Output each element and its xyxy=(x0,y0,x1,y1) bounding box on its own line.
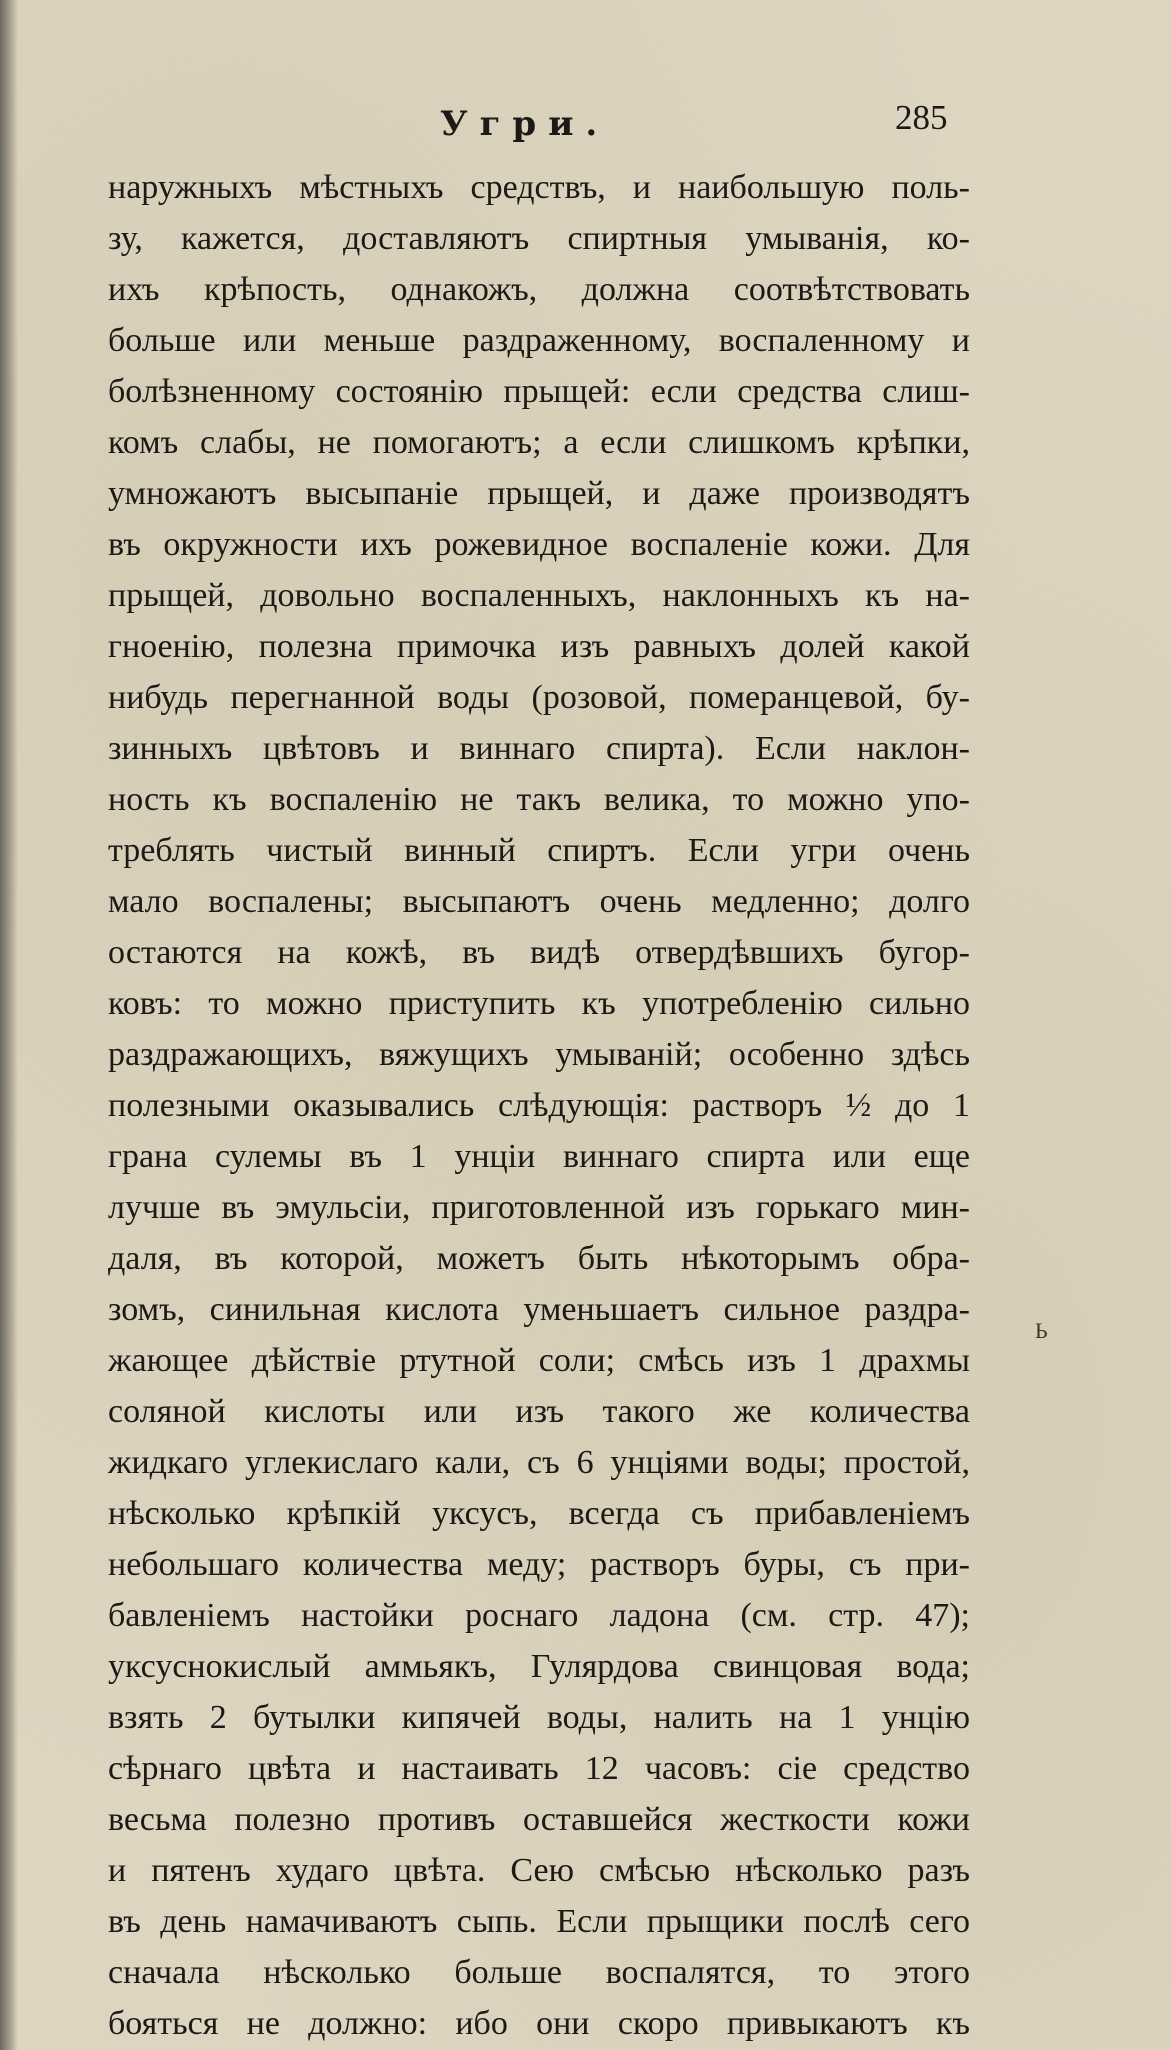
running-head: Угри. xyxy=(440,104,610,144)
body-text xyxy=(108,162,970,2049)
text-line: прыщей, довольно воспаленныхъ, наклонныхъ къ на- xyxy=(108,577,970,614)
text-line: лучше въ эмульсіи, приготовленной изъ горькаго мин- xyxy=(108,1189,970,1226)
text-line: взять 2 бутылки кипячей воды, налить на 1 унцію xyxy=(108,1699,970,1736)
text-line: зомъ, синильная кислота уменьшаетъ сильное раздра- xyxy=(108,1291,970,1328)
text-line: ихъ крѣпость, однакожъ, должна соотвѣтствовать xyxy=(108,271,970,308)
text-line: уксуснокислый аммьякъ, Гулярдова свинцовая вода; xyxy=(108,1648,970,1685)
text-line: въ день намачиваютъ сыпь. Если прыщики послѣ сего xyxy=(108,1903,970,1940)
text-line: даля, въ которой, можетъ быть нѣкоторымъ обра- xyxy=(108,1240,970,1277)
text-line: зинныхъ цвѣтовъ и виннаго спирта). Если наклон- xyxy=(108,730,970,767)
text-line: бояться не должно: ибо они скоро привыкаютъ къ xyxy=(108,2005,970,2042)
text-line: грана сулемы въ 1 унціи виннаго спирта или еще xyxy=(108,1138,970,1175)
text-line: жидкаго углекислаго кали, съ 6 унціями воды; простой, xyxy=(108,1444,970,1481)
text-line: полезными оказывались слѣдующія: растворъ ½ до 1 xyxy=(108,1087,970,1124)
text-line: раздражающихъ, вяжущихъ умываній; особенно здѣсь xyxy=(108,1036,970,1073)
text-line: весьма полезно противъ оставшейся жесткости кожи xyxy=(108,1801,970,1838)
text-line: гноенію, полезна примочка изъ равныхъ долей какой xyxy=(108,628,970,665)
page-number: 285 xyxy=(895,98,948,137)
text-line: ность къ воспаленію не такъ велика, то можно упо- xyxy=(108,781,970,818)
text-line: соляной кислоты или изъ такого же количества xyxy=(108,1393,970,1430)
text-line: сѣрнаго цвѣта и настаивать 12 часовъ: сіе средство xyxy=(108,1750,970,1787)
text-line: бавленіемъ настойки роснаго ладона (см. стр. 47); xyxy=(108,1597,970,1634)
text-line: мало воспалены; высыпаютъ очень медленно; долго xyxy=(108,883,970,920)
text-line: наружныхъ мѣстныхъ средствъ, и наибольшую поль- xyxy=(108,169,970,206)
text-line: зу, кажется, доставляютъ спиртныя умыванія, ко- xyxy=(108,220,970,257)
text-line: умножаютъ высыпаніе прыщей, и даже производятъ xyxy=(108,475,970,512)
text-line: нибудь перегнанной воды (розовой, померанцевой, бу- xyxy=(108,679,970,716)
text-line: ковъ: то можно приступить къ употребленію сильно xyxy=(108,985,970,1022)
text-line: небольшаго количества меду; растворъ буры, съ при- xyxy=(108,1546,970,1583)
binding-edge xyxy=(0,0,18,2050)
text-line: болѣзненному состоянію прыщей: если средства слиш- xyxy=(108,373,970,410)
text-line: нѣсколько крѣпкій уксусъ, всегда съ прибавленіемъ xyxy=(108,1495,970,1532)
text-line: и пятенъ худаго цвѣта. Сею смѣсью нѣсколько разъ xyxy=(108,1852,970,1889)
margin-mark: Ь xyxy=(1035,1318,1048,1343)
text-line: треблять чистый винный спиртъ. Если угри очень xyxy=(108,832,970,869)
text-line: сначала нѣсколько больше воспалятся, то этого xyxy=(108,1954,970,1991)
text-line: комъ слабы, не помогаютъ; а если слишкомъ крѣпки, xyxy=(108,424,970,461)
text-line: въ окружности ихъ рожевидное воспаленіе кожи. Для xyxy=(108,526,970,563)
text-line: жающее дѣйствіе ртутной соли; смѣсь изъ 1 драхмы xyxy=(108,1342,970,1379)
text-line: остаются на кожѣ, въ видѣ отвердѣвшихъ бугор- xyxy=(108,934,970,971)
text-line: больше или меньше раздраженному, воспаленному и xyxy=(108,322,970,359)
